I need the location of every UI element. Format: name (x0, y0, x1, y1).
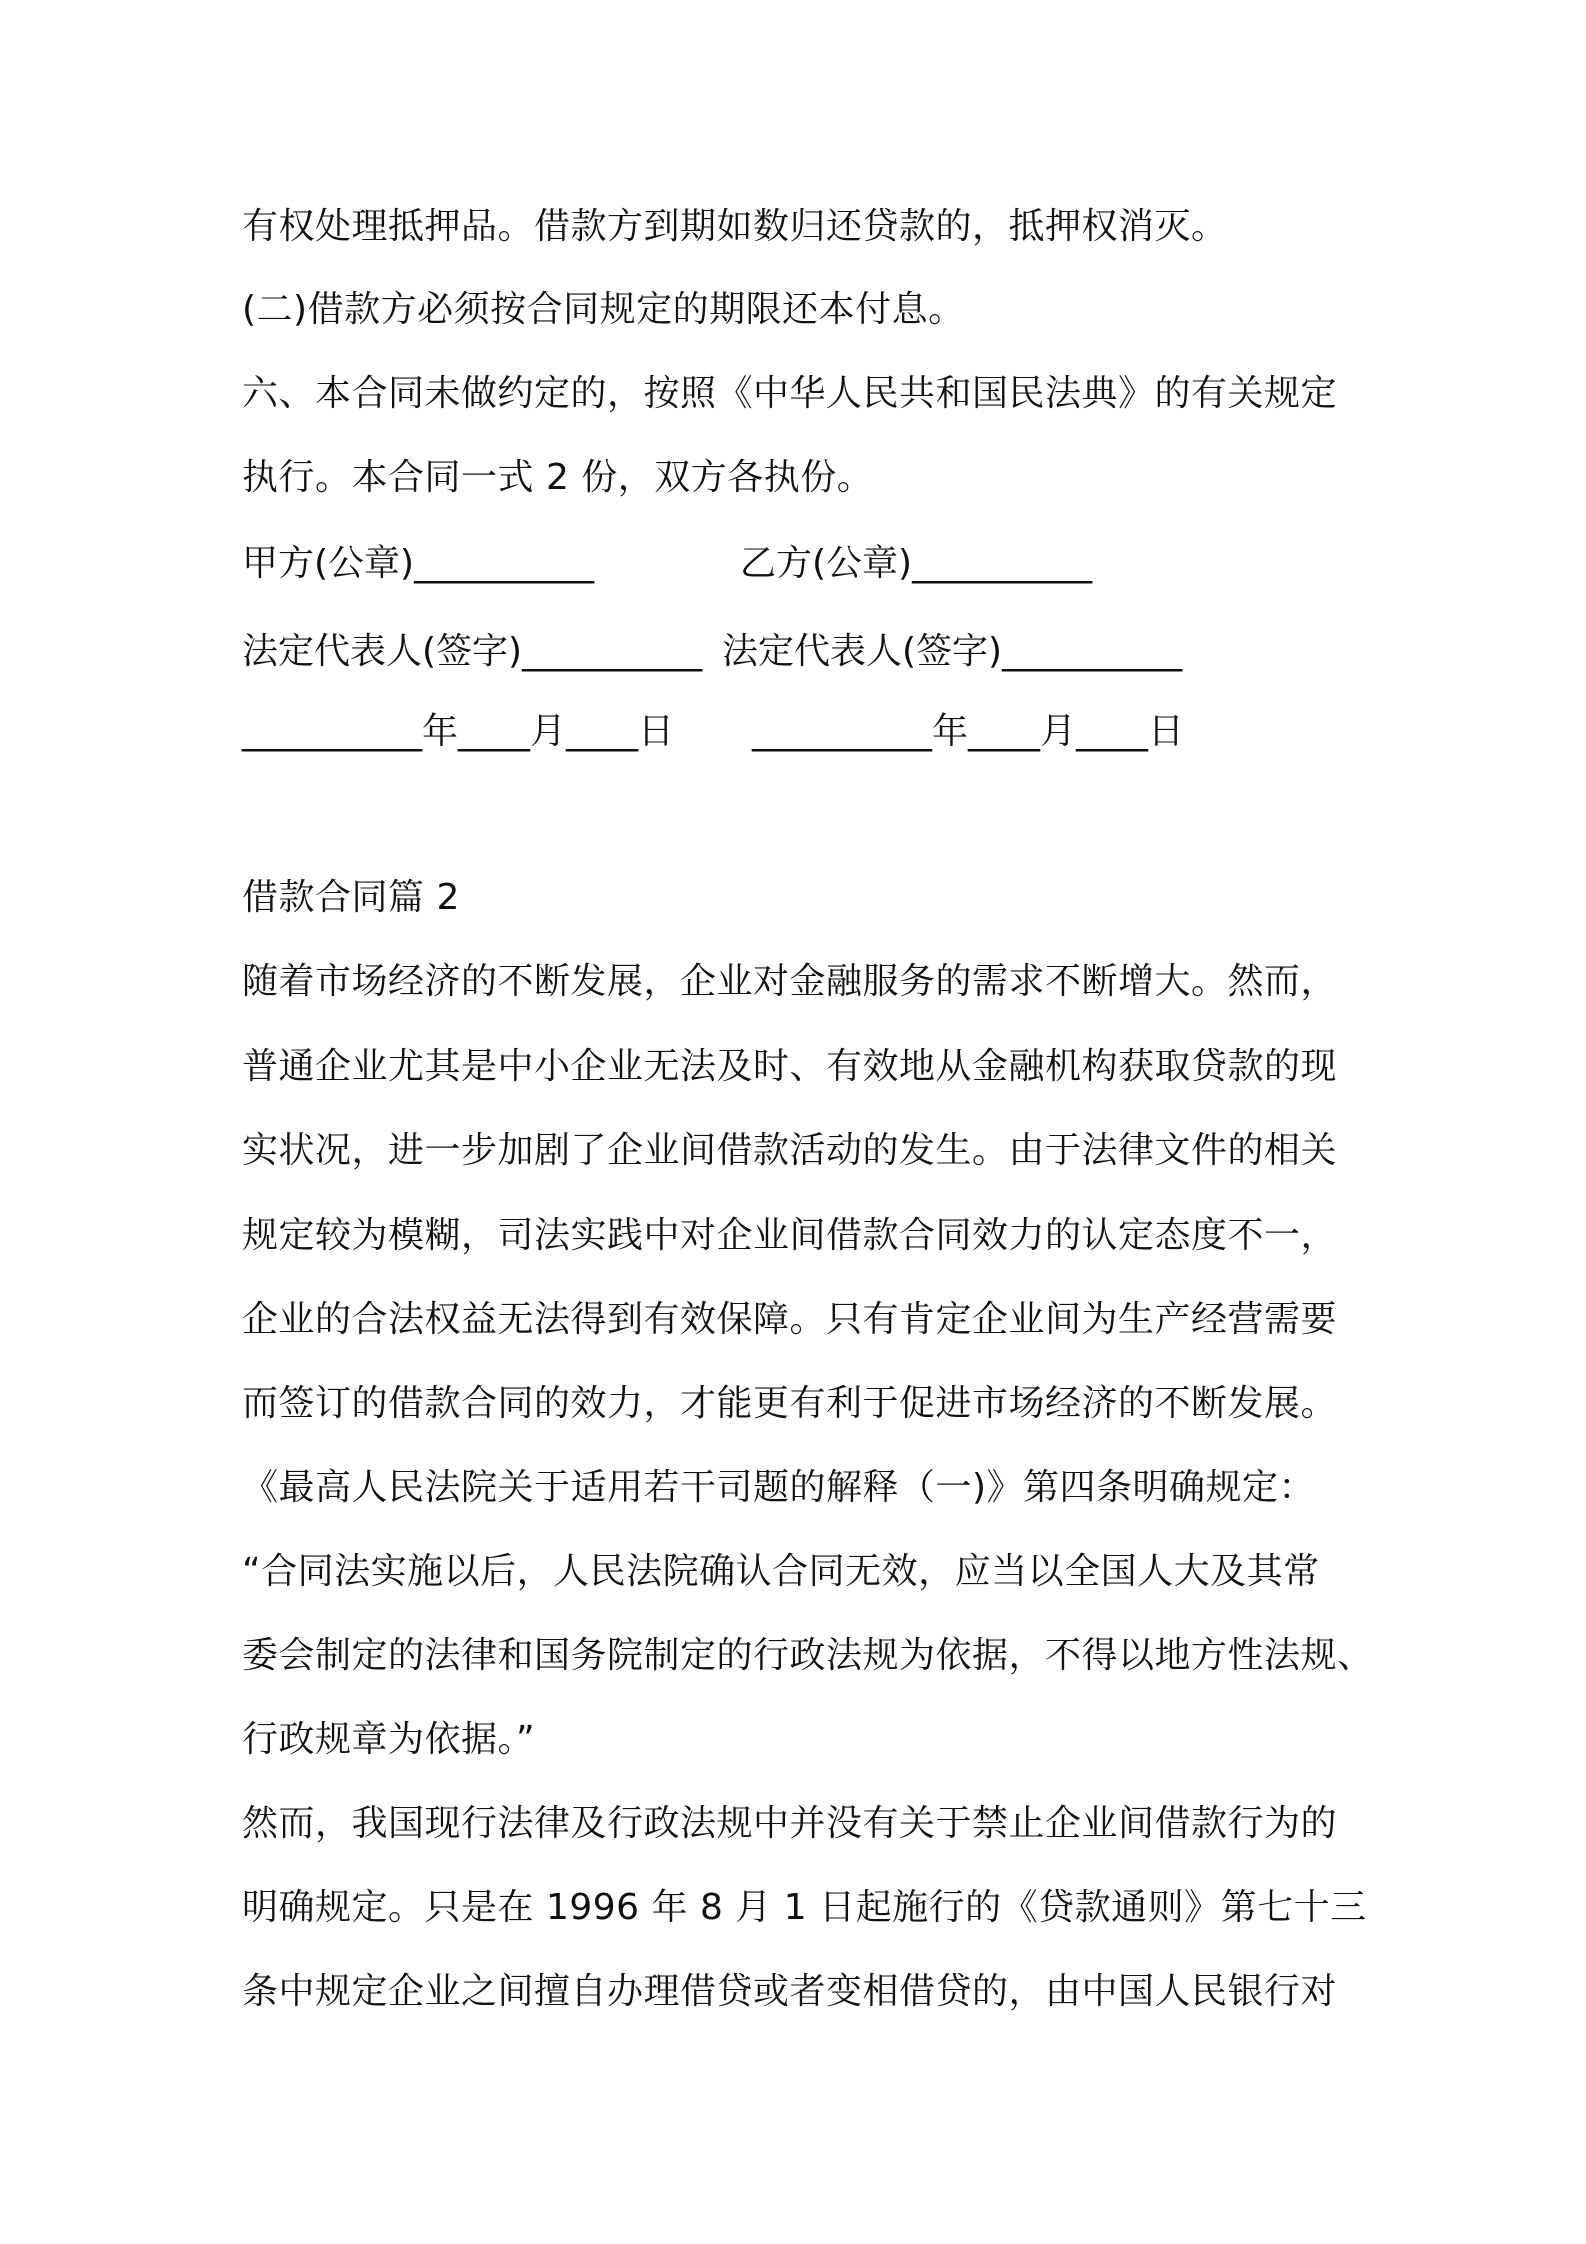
party-b-seal: 乙方(公章)__________ (740, 543, 1093, 584)
paragraph-line: 随着市场经济的不断发展，企业对金融服务的需求不断增大。然而， (242, 961, 1338, 1002)
paragraph-line: 而签订的借款合同的效力，才能更有利于促进市场经济的不断发展。 (242, 1383, 1338, 1424)
party-a-date: __________年____月____日 (242, 711, 674, 752)
paragraph-line: 条中规定企业之间擅自办理借贷或者变相借贷的，由中国人民银行对 (242, 1971, 1338, 2012)
paragraph-line: 行政规章为依据。” (242, 1719, 536, 1760)
party-a-representative: 法定代表人(签字)__________ (242, 631, 703, 672)
paragraph-line: 《最高人民法院关于适用若干司题的解释（一)》第四条明确规定： (242, 1467, 1316, 1508)
paragraph-line: 执行。本合同一式 2 份，双方各执份。 (242, 457, 874, 498)
party-b-date: __________年____月____日 (752, 711, 1184, 752)
paragraph-line: 有权处理抵押品。借款方到期如数归还贷款的，抵押权消灭。 (242, 206, 1228, 247)
paragraph-line: 规定较为模糊，司法实践中对企业间借款合同效力的认定态度不一， (242, 1215, 1338, 1256)
paragraph-line: 然而，我国现行法律及行政法规中并没有关于禁止企业间借款行为的 (242, 1803, 1338, 1844)
section-title: 借款合同篇 2 (242, 877, 460, 918)
paragraph-line: (二)借款方必须按合同规定的期限还本付息。 (242, 289, 965, 330)
paragraph-line: 明确规定。只是在 1996 年 8 月 1 日起施行的《贷款通则》第七十三 (242, 1887, 1367, 1928)
party-a-seal: 甲方(公章)__________ (242, 543, 595, 584)
paragraph-line: 六、本合同未做约定的，按照《中华人民共和国民法典》的有关规定 (242, 373, 1338, 414)
party-b-representative: 法定代表人(签字)__________ (722, 631, 1183, 672)
paragraph-line: 委会制定的法律和国务院制定的行政法规为依据，不得以地方性法规、 (242, 1635, 1374, 1676)
paragraph-line: 普通企业尤其是中小企业无法及时、有效地从金融机构获取贷款的现 (242, 1046, 1338, 1087)
paragraph-line: “合同法实施以后，人民法院确认合同无效，应当以全国人大及其常 (242, 1551, 1320, 1592)
paragraph-line: 企业的合法权益无法得到有效保障。只有肯定企业间为生产经营需要 (242, 1299, 1338, 1340)
paragraph-line: 实状况，进一步加剧了企业间借款活动的发生。由于法律文件的相关 (242, 1130, 1338, 1171)
